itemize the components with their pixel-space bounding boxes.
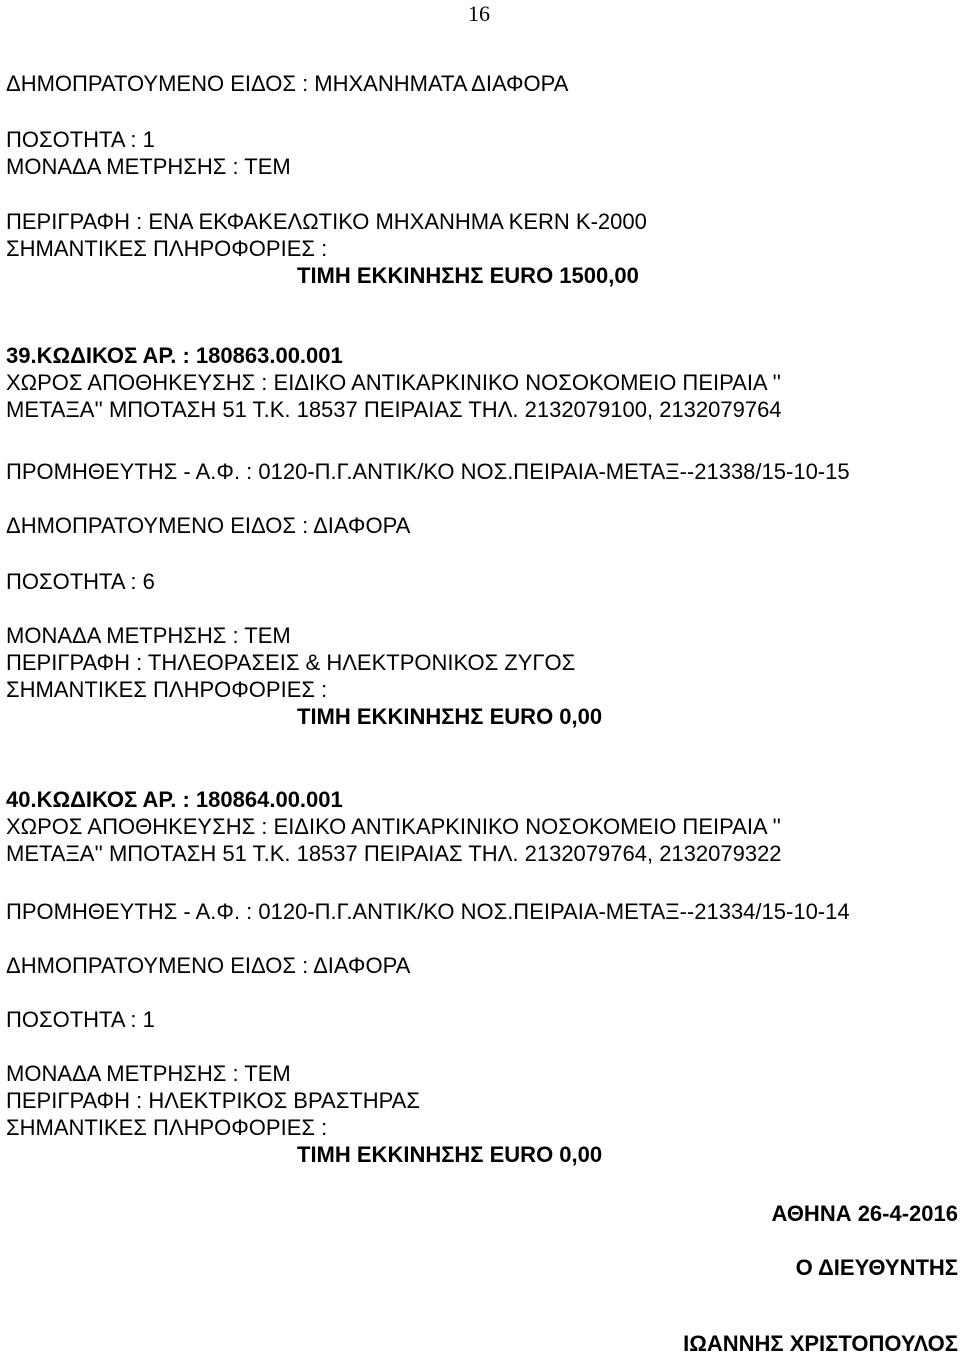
- item-39-category: [6, 512, 410, 539]
- important-info: ΣΗΜΑΝΤΙΚΕΣ ΠΛΗΡΟΦΟΡΙΕΣ :: [6, 236, 328, 261]
- important-info: ΣΗΜΑΝΤΙΚΕΣ ΠΛΗΡΟΦΟΡΙΕΣ :: [6, 1115, 328, 1140]
- item-continuation-details: [6, 126, 291, 180]
- unit: ΜΟΝΑΔΑ ΜΕΤΡΗΣΗΣ : ΤΕΜ: [6, 623, 291, 648]
- storage-location: ΧΩΡΟΣ ΑΠΟΘΗΚΕΥΣΗΣ : ΕΙΔΙΚΟ ΑΝΤΙΚΑΡΚΙΝΙΚΟ ΝΟΣΟΚΟΜΕΙΟ ΠΕΙΡΑΙΑ '': [6, 814, 781, 839]
- item-code: 40.ΚΩΔΙΚΟΣ ΑΡ. : 180864.00.001: [6, 787, 343, 812]
- category: ΔΗΜΟΠΡΑΤΟΥΜΕΝΟ ΕΙΔΟΣ : ΜΗΧΑΝΗΜΑΤΑ ΔΙΑΦΟΡΑ: [6, 71, 569, 96]
- description: ΠΕΡΙΓΡΑΦΗ : ΗΛΕΚΤΡΙΚΟΣ ΒΡΑΣΤΗΡΑΣ: [6, 1088, 420, 1113]
- starting-price: ΤΙΜΗ ΕΚΚΙΝΗΣΗΣ EURO 1500,00: [297, 263, 639, 288]
- signatory-name: ΙΩΑΝΝΗΣ ΧΡΙΣΤΟΠΟΥΛΟΣ: [683, 1331, 958, 1356]
- supplier: ΠΡΟΜΗΘΕΥΤΗΣ - Α.Φ. : 0120-Π.Γ.ΑΝΤΙΚ/ΚΟ ΝΟΣ.ΠΕΙΡΑΙΑ-ΜΕΤΑΞ--21338/15-10-15: [6, 459, 850, 484]
- item-40-header: [6, 786, 782, 867]
- signatory-title: Ο ΔΙΕΥΘΥΝΤΗΣ: [795, 1255, 958, 1280]
- description: ΠΕΡΙΓΡΑΦΗ : ΤΗΛΕΟΡΑΣΕΙΣ & ΗΛΕΚΤΡΟΝΙΚΟΣ ΖΥΓΟΣ: [6, 650, 576, 675]
- storage-location: ΧΩΡΟΣ ΑΠΟΘΗΚΕΥΣΗΣ : ΕΙΔΙΚΟ ΑΝΤΙΚΑΡΚΙΝΙΚΟ ΝΟΣΟΚΟΜΕΙΟ ΠΕΙΡΑΙΑ '': [6, 370, 781, 395]
- quantity: ΠΟΣΟΤΗΤΑ : 6: [6, 569, 155, 594]
- item-continuation: [6, 70, 568, 97]
- item-continuation-desc: [6, 208, 647, 289]
- item-39-header: [6, 342, 782, 423]
- category: ΔΗΜΟΠΡΑΤΟΥΜΕΝΟ ΕΙΔΟΣ : ΔΙΑΦΟΡΑ: [6, 953, 411, 978]
- item-40-details: [6, 1060, 602, 1168]
- item-40-quantity: [6, 1006, 155, 1033]
- item-40-supplier: [6, 898, 850, 925]
- starting-price: ΤΙΜΗ ΕΚΚΙΝΗΣΗΣ EURO 0,00: [297, 704, 603, 729]
- supplier: ΠΡΟΜΗΘΕΥΤΗΣ - Α.Φ. : 0120-Π.Γ.ΑΝΤΙΚ/ΚΟ ΝΟΣ.ΠΕΙΡΑΙΑ-ΜΕΤΑΞ--21334/15-10-14: [6, 899, 850, 924]
- item-40-category: [6, 952, 410, 979]
- unit: ΜΟΝΑΔΑ ΜΕΤΡΗΣΗΣ : ΤΕΜ: [6, 154, 291, 179]
- storage-location-cont: ΜΕΤΑΞΑ'' ΜΠΟΤΑΣΗ 51 Τ.Κ. 18537 ΠΕΙΡΑΙΑΣ ΤΗΛ. 2132079764, 2132079322: [6, 841, 782, 866]
- starting-price: ΤΙΜΗ ΕΚΚΙΝΗΣΗΣ EURO 0,00: [297, 1142, 603, 1167]
- important-info: ΣΗΜΑΝΤΙΚΕΣ ΠΛΗΡΟΦΟΡΙΕΣ :: [6, 677, 328, 702]
- quantity: ΠΟΣΟΤΗΤΑ : 1: [6, 127, 155, 152]
- page-number: 16: [468, 1, 490, 26]
- item-39-quantity: [6, 568, 155, 595]
- item-39-details: [6, 622, 602, 730]
- unit: ΜΟΝΑΔΑ ΜΕΤΡΗΣΗΣ : ΤΕΜ: [6, 1061, 291, 1086]
- storage-location-cont: ΜΕΤΑΞΑ'' ΜΠΟΤΑΣΗ 51 Τ.Κ. 18537 ΠΕΙΡΑΙΑΣ ΤΗΛ. 2132079100, 2132079764: [6, 397, 782, 422]
- description: ΠΕΡΙΓΡΑΦΗ : ΕΝΑ ΕΚΦΑΚΕΛΩΤΙΚΟ ΜΗΧΑΝΗΜΑ KERN K-2000: [6, 209, 647, 234]
- category: ΔΗΜΟΠΡΑΤΟΥΜΕΝΟ ΕΙΔΟΣ : ΔΙΑΦΟΡΑ: [6, 513, 411, 538]
- quantity: ΠΟΣΟΤΗΤΑ : 1: [6, 1007, 155, 1032]
- place-date: ΑΘΗΝΑ 26-4-2016: [771, 1201, 958, 1226]
- item-39-supplier: [6, 458, 850, 485]
- item-code: 39.ΚΩΔΙΚΟΣ ΑΡ. : 180863.00.001: [6, 343, 343, 368]
